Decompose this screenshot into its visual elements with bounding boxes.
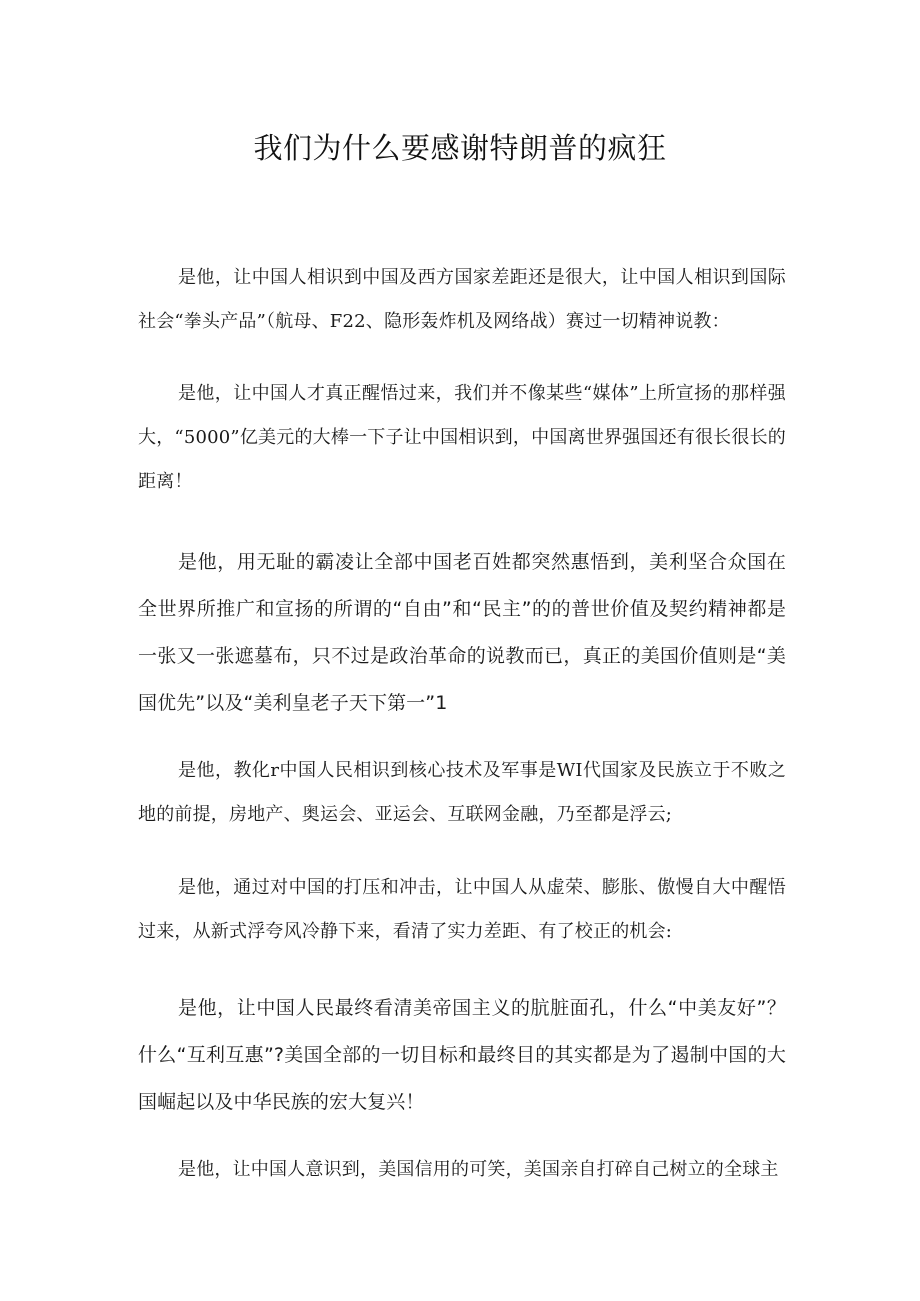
paragraph-6: 是他，让中国人民最终看清美帝国主义的肮脏面孔，什么“中美友好”？什么“互利互惠”?美国全部的一切目标和最终目的其实都是为了遏制中国的大国崛起以及中华民族的宏大复兴！ [138,997,786,1113]
paragraph-4: 是他，教化r中国人民相识到核心技术及军事是WI代国家及民族立于不败之地的前提，房地产、奥运会、亚运会、互联网金融，乃至都是浮云; [138,760,786,825]
paragraph-1: 是他，让中国人相识到中国及西方国家差距还是很大，让中国人相识到国际社会“拳头产品”（航母、F22、隐形轰炸机及网络战）赛过一切精神说教： [138,267,786,332]
paragraph-5: 是他，通过对中国的打压和冲击，让中国人从虚荣、膨胀、傲慢自大中醒悟过来，从新式浮夸风冷静下来，看清了实力差距、有了校正的机会: [138,877,786,942]
paragraph-2: 是他，让中国人才真正醒悟过来，我们并不像某些“媒体”上所宣扬的那样强大，“5000”亿美元的大棒一下子让中国相识到，中国离世界强国还有很长很长的距离！ [138,383,786,492]
document-title: 我们为什么要感谢特朗普的疯狂 [253,131,667,165]
paragraph-7: 是他，让中国人意识到，美国信用的可笑，美国亲自打碎自己树立的全球主 [178,1159,779,1180]
paragraph-3: 是他，用无耻的霸凌让全部中国老百姓都突然惠悟到，美利坚合众国在全世界所推广和宣扬的所谓的“自由”和“民主”的的普世价值及契约精神都是一张又一张遮墓布，只不过是政治革命的说教而已，真正的美国价值则是“美国优先”以及“美利皇老子天下第一”1 [138,551,786,714]
